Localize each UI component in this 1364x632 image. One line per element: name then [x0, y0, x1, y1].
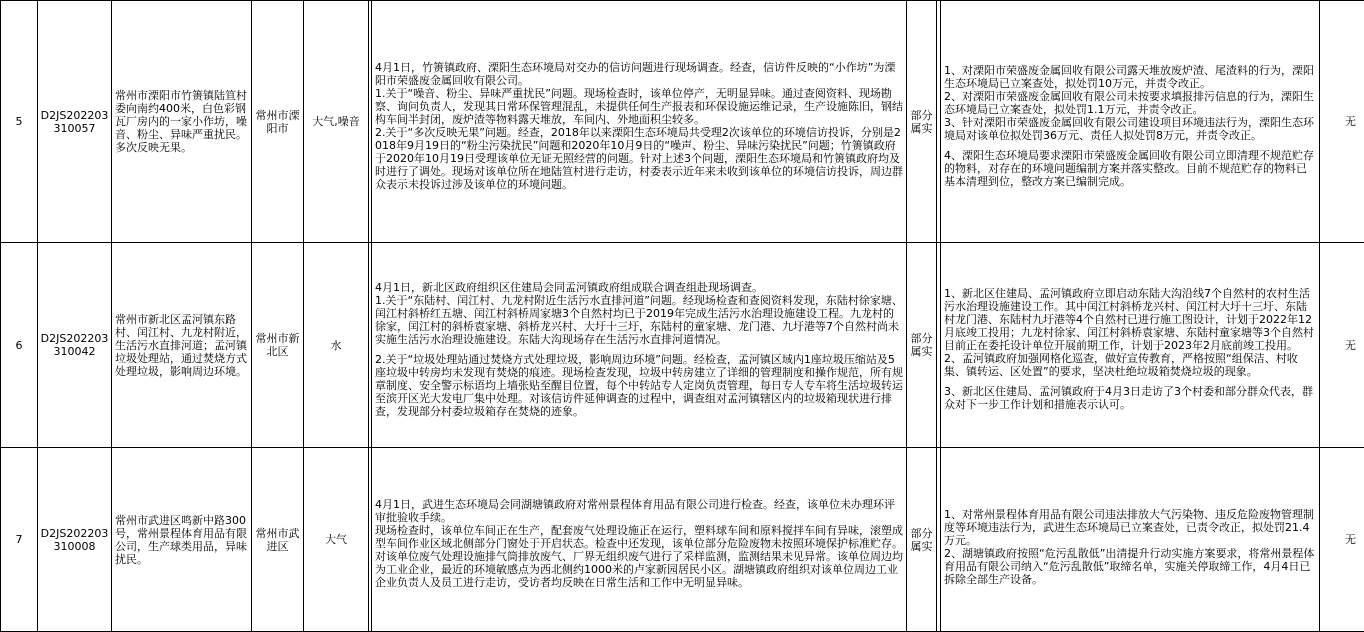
measure-paragraph: 3、针对溧阳市荣盛废金属回收有限公司建设项目环境违法行为，溧阳生态环境局对该单位拟处罚36万元、责任人拟处罚8万元，并责令改正。 [944, 116, 1316, 142]
verification-result: 部分属实 [907, 448, 937, 632]
region: 常州市溧阳市 [252, 1, 304, 243]
other-remarks: 无 [1320, 1, 1364, 243]
investigation-detail [372, 243, 907, 448]
investigation-detail [372, 448, 907, 632]
verification-result: 部分属实 [907, 243, 937, 448]
other-remarks: 无 [1320, 448, 1364, 632]
region: 常州市新北区 [252, 243, 304, 448]
complaint-location: 常州市武进区鸣新中路300号，常州景程体育用品有限公司，生产球类用品，异味扰民。 [112, 448, 252, 632]
case-code: D2JS202203310057 [38, 1, 112, 243]
detail-paragraph: 现场检查时，该单位车间正在生产，配套废气处理设施正在运行，塑料球车间和原料搅拌车间有异味，滚塑成型车间作业区域北侧部分门窗处于开启状态。检查中还发现，该单位部分危险废物未按照环境保护标准贮存。对该单位废气处理设施排气筒排放废气、厂界无组织废气进行了采样监测，监测结果未见异常。该单位周边均为工业企业，最近的环境敏感点为西北侧约1000米的卢家新园居民小区。湖塘镇政府组织对该单位周边工业企业负责人及员工进行走访，受访者均反映在日常生活和工作中无明显异味。 [375, 524, 903, 589]
row-index: 7 [1, 448, 38, 632]
measure-paragraph: 2、孟河镇政府加强网格化巡查，做好宣传教育，严格按照“组保洁、村收集、镇转运、区处置”的要求，坚决杜绝垃圾箱焚烧垃圾的现象。 [944, 352, 1316, 378]
row-index: 5 [1, 1, 38, 243]
measure-paragraph: 2、对溧阳市荣盛废金属回收有限公司未按要求填报排污信息的行为，溧阳生态环境局已立案查处，拟处罚1.1万元，并责令改正。 [944, 90, 1316, 116]
case-code: D2JS202203310042 [38, 243, 112, 448]
blank-line [944, 378, 1316, 385]
investigation-detail [372, 1, 907, 243]
table-row [1, 448, 1364, 632]
measure-paragraph: 1、新北区住建局、孟河镇政府立即启动东陆大沟沿线7个自然村的农村生活污水治理设施建设工作。其中闰江村斜桥龙兴村、闰江村大圩十三圩、东陆村龙门港、东陆村九圩港等4个自然村已进行施工图设计，计划于2022年12月底竣工投用；九龙村徐家、闰江村斜桥袁家塘、东陆村童家塘等3个自然村目前正在委托设计单位开展前期工作，计划于2023年2月底前竣工投用。 [944, 287, 1316, 352]
blank-line [944, 142, 1316, 149]
blank-line [944, 501, 1316, 508]
verification-result: 部分属实 [907, 1, 937, 243]
detail-paragraph: 2.关于“垃圾处理站通过焚烧方式处理垃圾，影响周边环境”问题。经检查，孟河镇区域内1座垃圾压缩站及5座垃圾中转房均未发现有焚烧的痕迹。现场检查发现，垃圾中转房建立了详细的管理制度和操作规范，所有规章制度、安全警示标语均上墙张贴至醒目位置，每个中转站专人定岗负责管理，每日专人专车将生活垃圾转运至滨开区光大发电厂集中处理。对该信访件延伸调查的过程中，调查组对孟河镇辖区内的垃圾箱现状进行排查，发现部分村委垃圾箱存在焚烧的迹象。 [375, 353, 903, 418]
handling-measures [941, 448, 1320, 632]
measure-paragraph: 1、对溧阳市荣盛废金属回收有限公司露天堆放废炉渣、尾渣料的行为，溧阳生态环境局已立案查处，拟处罚10万元，并责令改正。 [944, 64, 1316, 90]
handling-measures [941, 243, 1320, 448]
measure-paragraph: 3、新北区住建局、孟河镇政府于4月3日走访了3个村委和部分群众代表，群众对下一步工作计划和措施表示认可。 [944, 385, 1316, 411]
blank-line [375, 346, 903, 353]
measure-paragraph: 4、溧阳生态环境局要求溧阳市荣盛废金属回收有限公司立即清理不规范贮存的物料，对存在的环境问题编制方案并落实整改。目前不规范贮存的物料已基本清理到位，整改方案已编制完成。 [944, 149, 1316, 188]
detail-paragraph: 4月1日，武进生态环境局会同湖塘镇政府对常州景程体育用品有限公司进行检查。经查，该单位未办理环评审批验收手续。 [375, 498, 903, 524]
complaint-location: 常州市溧阳市竹箦镇陆笪村委向南约400米，白色彩钢瓦厂房内的一家小作坊，噪音、粉尘、异味严重扰民。多次反映无果。 [112, 1, 252, 243]
detail-paragraph: 4月1日，竹箦镇政府、溧阳生态环境局对交办的信访问题进行现场调查。经查，信访件反映的“小作坊”为溧阳市荣盛废金属回收有限公司。 [375, 61, 903, 87]
pollution-type: 大气,噪音 [304, 1, 369, 243]
pollution-type: 水 [304, 243, 369, 448]
detail-paragraph: 4月1日，新北区政府组织区住建局会同孟河镇政府组成联合调查组赴现场调查。 [375, 281, 903, 294]
detail-paragraph: 1.关于“噪音、粉尘、异味严重扰民”问题。现场检查时，该单位停产，无明显异味。通过查阅资料、现场勘察、询问负责人，发现其日常环保管理混乱，未提供任何生产报表和环保设施运维记录，生产设施陈旧，钢结构车间半封闭，废炉渣等物料露天堆放，车间内、外地面积尘较多。 [375, 87, 903, 126]
region: 常州市武进区 [252, 448, 304, 632]
detail-paragraph: 1.关于“东陆村、闰江村、九龙村附近生活污水直排河道”问题。经现场检查和查阅资料发现，东陆村徐家塘、闰江村斜桥红五塘、闰江村斜桥周家塘3个自然村均已于2019年完成生活污水治理设施建设工程。九龙村的徐家，闰江村的斜桥袁家塘、斜桥龙兴村、大圩十三圩，东陆村的童家塘、龙门港、九圩港等7个自然村尚未实施生活污水治理设施建设。东陆大沟现场存在生活污水直排河道情况。 [375, 294, 903, 346]
row-index: 6 [1, 243, 38, 448]
other-remarks: 无 [1320, 243, 1364, 448]
detail-paragraph: 2.关于“多次反映无果”问题。经查，2018年以来溧阳生态环境局共受理2次该单位的环境信访投诉，分别是2018年9月19日的“粉尘污染扰民”问题和2020年10月9日的“噪声、粉尘、异味污染扰民”问题；竹箦镇政府于2020年10月19日受理该单位无证无照经营的问题。针对上述3个问题，溧阳生态环境局和竹箦镇政府均及时进行了调处。现场对该单位所在地陆笪村进行走访，村委表示近年来未收到该单位的环境信访投诉，周边群众表示未投诉过涉及该单位的环境问题。 [375, 126, 903, 191]
measure-paragraph: 2、湖塘镇政府按照“危污乱散低”出清提升行动实施方案要求，将常州景程体育用品有限公司纳入“危污乱散低”取缔名单，实施关停取缔工作，4月4日已拆除全部生产设备。 [944, 547, 1316, 586]
case-code: D2JS202203310008 [38, 448, 112, 632]
complaint-location: 常州市新北区孟河镇东路村、闰江村、九龙村附近，生活污水直排河道；孟河镇垃圾处理站，通过焚烧方式处理垃圾，影响周边环境。 [112, 243, 252, 448]
table-row [1, 1, 1364, 243]
handling-measures [941, 1, 1320, 243]
pollution-type: 大气 [304, 448, 369, 632]
measure-paragraph: 1、对常州景程体育用品有限公司违法排放大气污染物、违反危险废物管理制度等环境违法行为，武进生态环境局已立案查处，已责令改正，拟处罚21.4万元。 [944, 508, 1316, 547]
table-row [1, 243, 1364, 448]
